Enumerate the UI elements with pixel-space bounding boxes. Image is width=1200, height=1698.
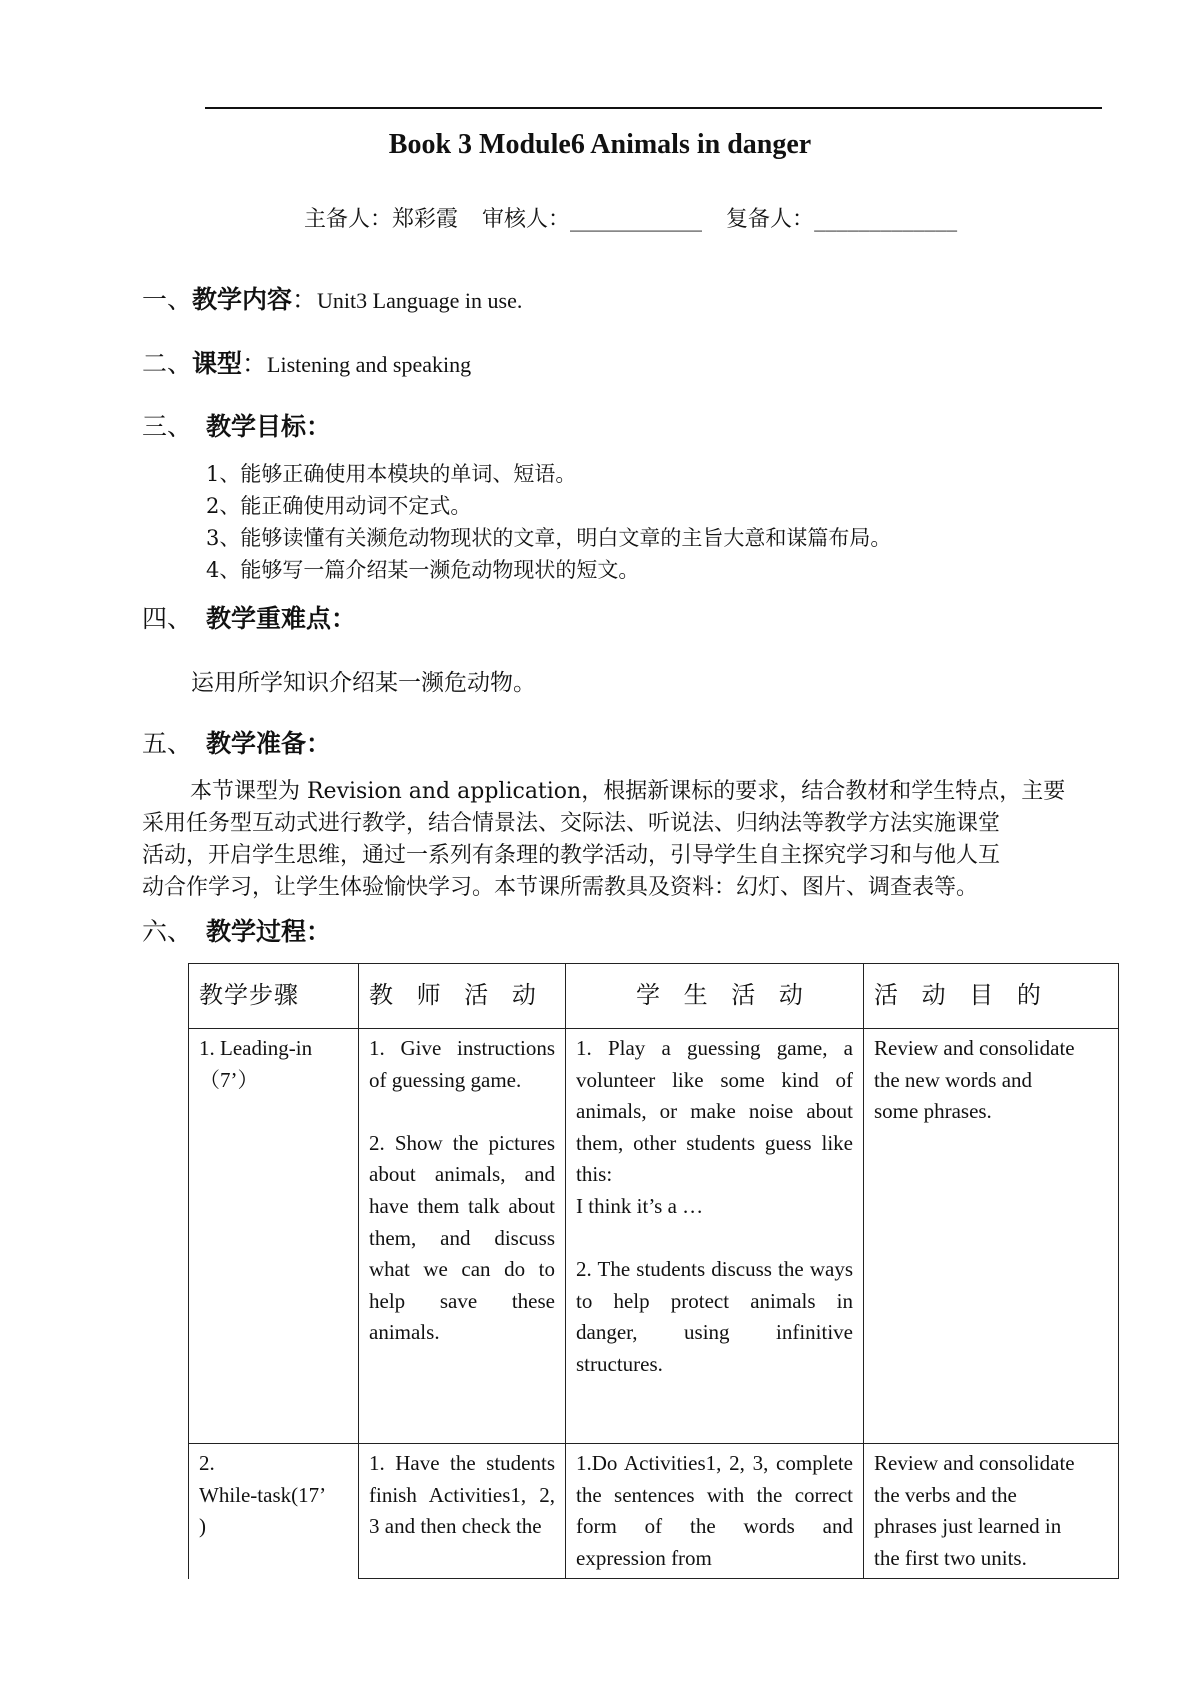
column-header-purpose: 活 动 目 的 [864, 964, 1119, 1029]
top-rule [205, 107, 1102, 109]
teaching-process-table [188, 963, 1119, 1579]
section-label: 教学重难点： [206, 604, 357, 633]
purpose-cell: Review and consolidate the verbs and the phrases just learned in the first two units. [864, 1444, 1119, 1579]
student-activity-cell: 1.Do Activities1, 2, 3, complete the sentences with the correct form of the words and expression from [566, 1444, 864, 1579]
preparer-line [304, 205, 957, 235]
teaching-content-value: Unit3 Language in use. [317, 288, 523, 313]
section-label: 课型 [192, 349, 243, 378]
step-cell: 1. Leading-in （7’） [189, 1029, 359, 1444]
teacher-activity-cell: 1. Give instructions of guessing game. 2. Show the pictures about animals, and have them talk about them, and discuss what we can do to help save these animals. [359, 1029, 566, 1444]
purpose-cell: Review and consolidate the new words and some phrases. [864, 1029, 1119, 1444]
objective-item: 3、能够读懂有关濒危动物现状的文章，明白文章的主旨大意和谋篇布局。 [206, 526, 892, 550]
step-cell: 2. While-task(17’ ) [189, 1444, 359, 1579]
teacher-activity-cell: 1. Have the students finish Activities1, 2, 3 and then check the [359, 1444, 566, 1579]
section-process [142, 915, 331, 949]
objective-item: 4、能够写一篇介绍某一濒危动物现状的短文。 [206, 558, 640, 582]
section-lesson-type: 二、课型：Listening and speaking [142, 349, 472, 378]
document-title: Book 3 Module6 Animals in danger [388, 129, 812, 160]
section-number: 二、 [142, 349, 193, 378]
table-row [189, 1029, 1119, 1444]
section-teaching-content: 一、教学内容：Unit3 Language in use. [142, 285, 523, 314]
table-row [189, 1444, 1119, 1579]
paragraph-line: 本节课型为 Revision and application，根据新课标的要求，结合教材和学生特点，主要 [190, 779, 1066, 804]
student-activity-cell: 1. Play a guessing game, a volunteer like some kind of animals, or make noise about them, other students guess like this: I think it’s a … 2. The students discuss the ways to help protect animals in danger, using infinitive structures. [566, 1029, 864, 1444]
section-number: 四、 [142, 604, 193, 633]
main-preparer-label: 主备人： [304, 207, 393, 232]
paragraph-line: 活动，开启学生思维，通过一系列有条理的教学活动，引导学生自主探究学习和与他人互 [142, 843, 1001, 868]
reviewer-label: 审核人： [482, 207, 571, 232]
column-header-student: 学 生 活 动 [566, 964, 864, 1029]
lesson-type-value: Listening and speaking [267, 352, 472, 377]
objective-item: 2、能正确使用动词不定式。 [206, 494, 472, 518]
section-preparation [142, 727, 331, 761]
objective-item: 1、能够正确使用本模块的单词、短语。 [206, 462, 577, 486]
section-number: 六、 [142, 917, 193, 946]
column-header-teacher: 教 师 活 动 [359, 964, 566, 1029]
main-preparer-name: 郑彩霞 [392, 207, 459, 232]
paragraph-line: 采用任务型互动式进行教学，结合情景法、交际法、听说法、归纳法等教学方法实施课堂 [142, 811, 1001, 836]
co-preparer-label: 复备人： [726, 207, 815, 232]
reviewer-blank: ____________ [570, 207, 703, 232]
section-objectives [142, 410, 331, 444]
section-label: 教学内容 [192, 285, 293, 314]
paragraph-line: 动合作学习，让学生体验愉快学习。本节课所需教具及资料：幻灯、图片、调查表等。 [142, 875, 979, 900]
section-label: 教学目标： [206, 412, 332, 441]
section-number: 一、 [142, 285, 193, 314]
table-header-row [189, 964, 1119, 1029]
key-points-text: 运用所学知识介绍某一濒危动物。 [191, 670, 536, 696]
section-number: 三、 [142, 412, 193, 441]
section-number: 五、 [142, 729, 193, 758]
section-label: 教学过程： [206, 917, 332, 946]
section-key-points [142, 602, 356, 636]
preparation-paragraph [142, 776, 1100, 904]
section-label: 教学准备： [206, 729, 332, 758]
co-preparer-blank: _____________ [814, 207, 958, 232]
column-header-step: 教学步骤 [189, 964, 359, 1029]
